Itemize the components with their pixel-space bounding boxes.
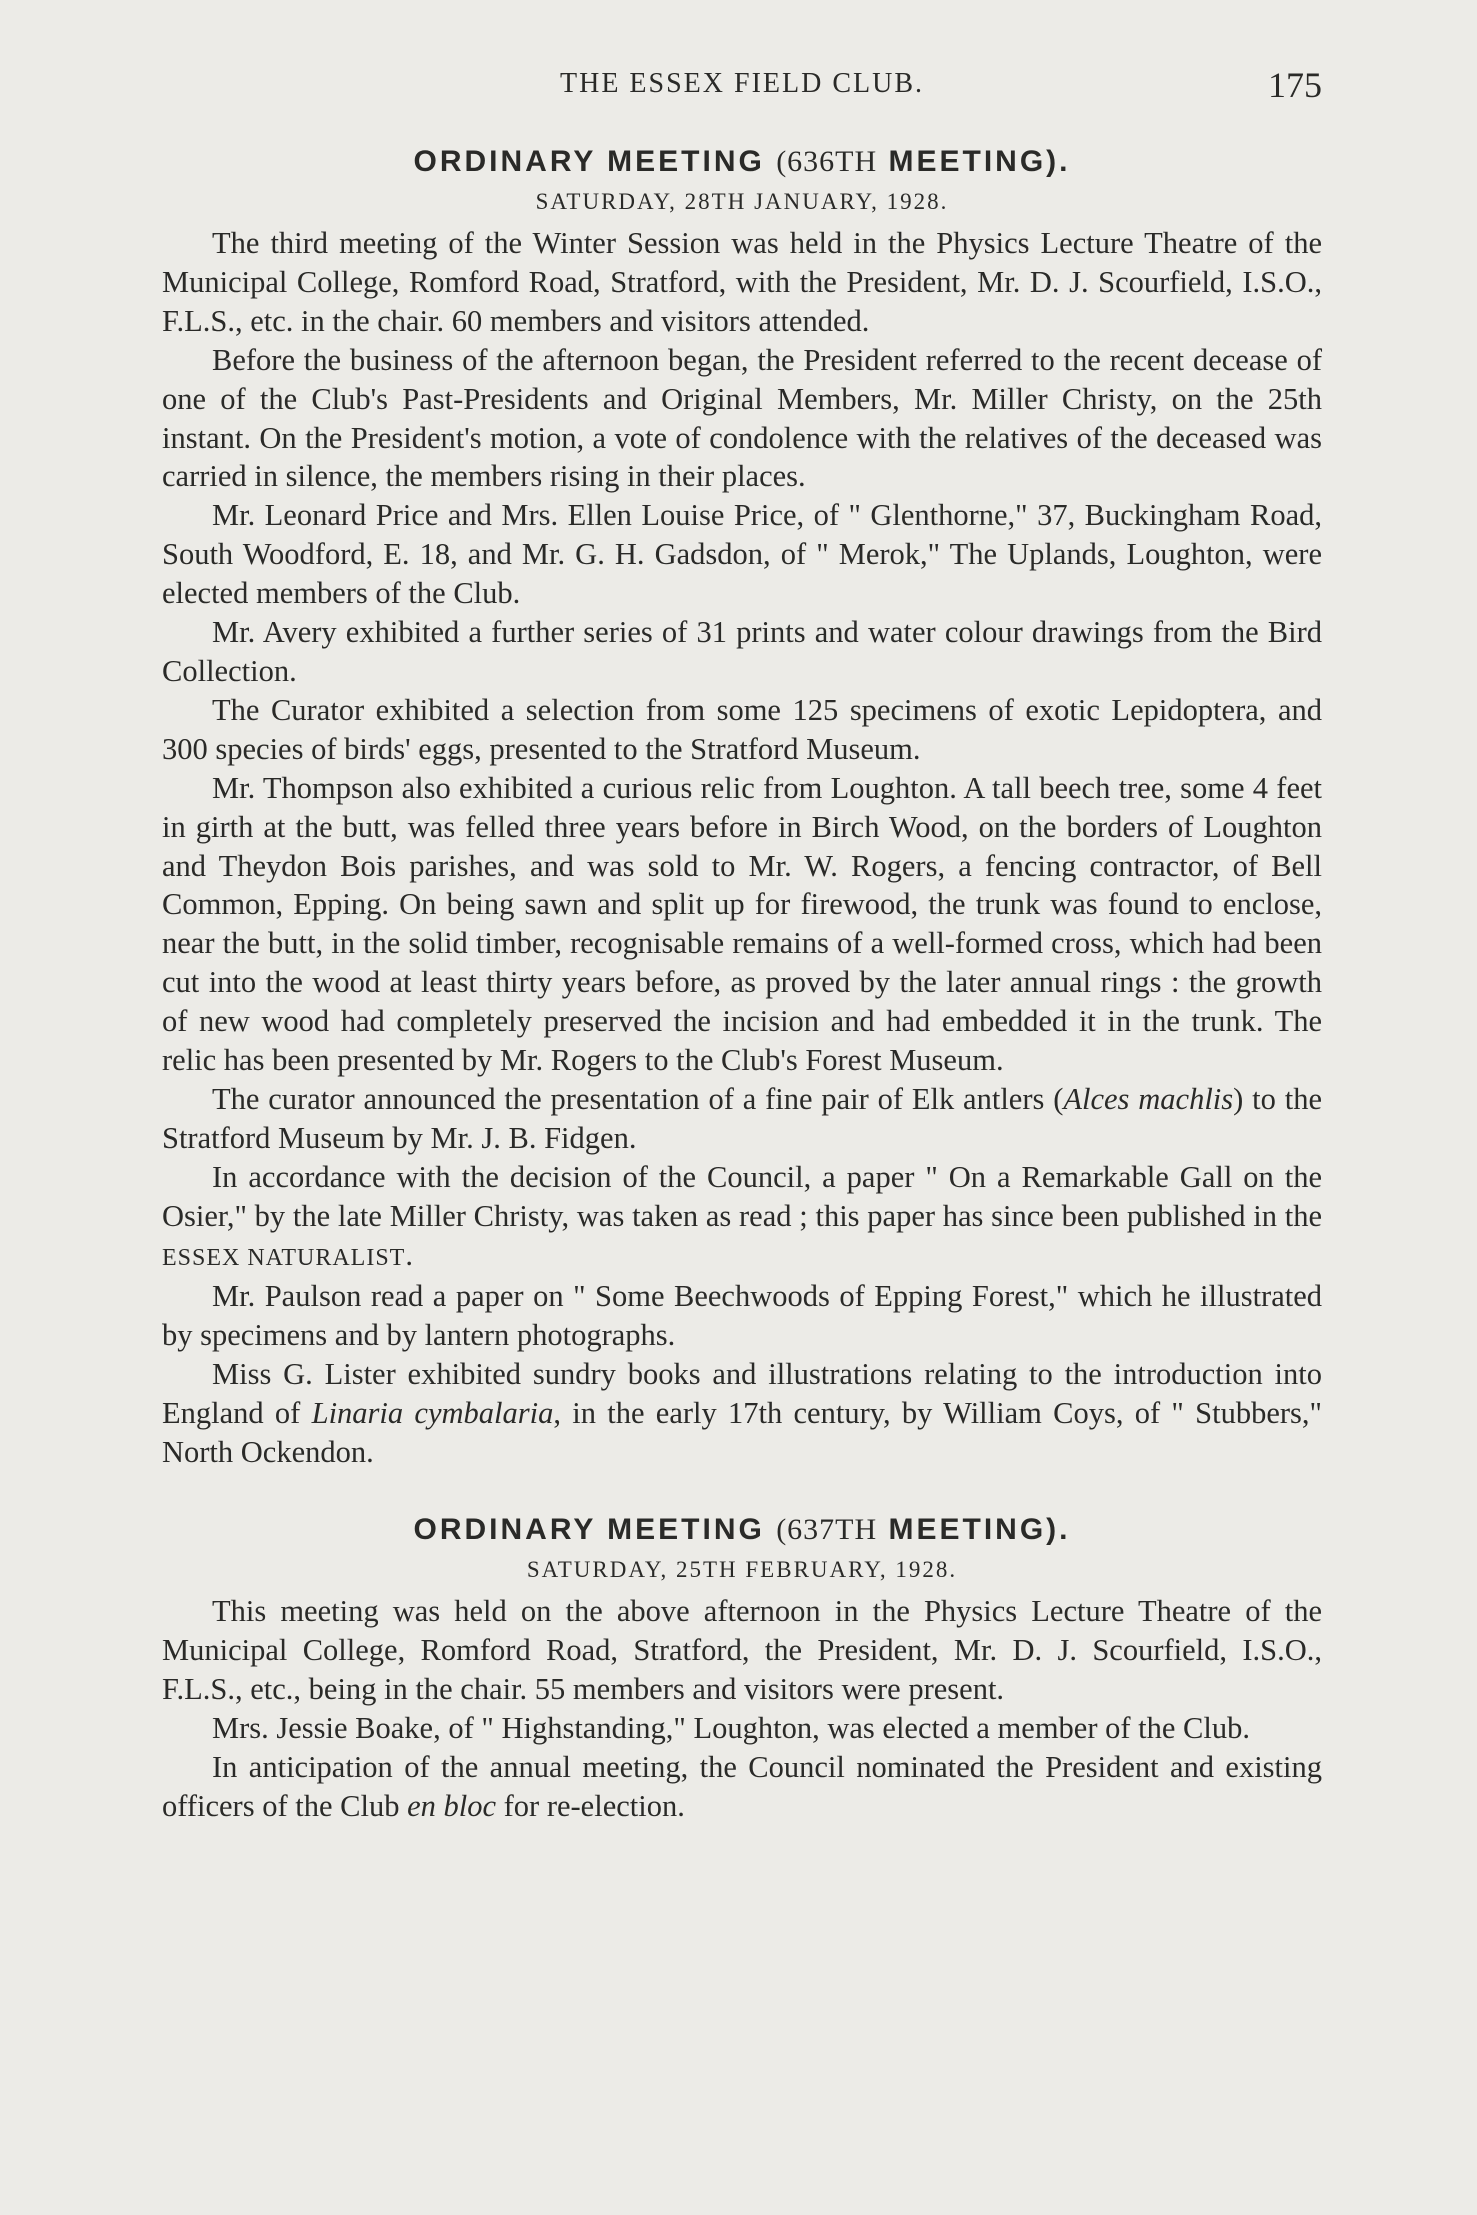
text-run: The curator announced the presentation of a fine pair of Elk antlers ( — [212, 1081, 1064, 1116]
heading-number: (636TH — [776, 145, 878, 178]
paragraph: The Curator exhibited a selection from some 125 specimens of exotic Lepidoptera, and 300 species of birds' eggs, presented to the Stratford Museum. — [162, 692, 1322, 766]
paragraph: Mr. Avery exhibited a further series of 31 prints and water colour drawings from the Bird Collection. — [162, 615, 1322, 688]
paragraph: Mrs. Jessie Boake, of " Highstanding," Loughton, was elected a member of the Club. — [212, 1710, 1250, 1745]
paragraph: Before the business of the afternoon began, the President referred to the recent decease of one of the Club's Past-Presidents and Original Members, Mr. Miller Christy, on the 25th instant. On the President's motion, a vote of condolence with the relatives of the deceased was carried in silence, the members rising in their places. — [162, 342, 1322, 494]
meeting-date-637: SATURDAY, 25TH FEBRUARY, 1928. — [526, 1557, 958, 1582]
paragraph: Mr. Thompson also exhibited a curious relic from Loughton. A tall beech tree, some 4 feet in girth at the butt, was felled three years before in Birch Wood, on the borders of Loughton and Theydon Bois parishes, and was sold to Mr. W. Rogers, a fencing contractor, of Bell Common, Epping. On being sawn and split up for firewood, the trunk was found to enclose, near the butt, in the solid timber, recognisable remains of a well-formed cross, which had been cut into the wood at least thirty years before, as proved by the later annual rings : the growth of new wood had completely preserved the incision and had embedded it in the trunk. The relic has been presented by Mr. Rogers to the Club's Forest Museum. — [162, 770, 1322, 1078]
species-name: Alces machlis — [1063, 1081, 1234, 1116]
paragraph: The third meeting of the Winter Session was held in the Physics Lecture Theatre of the Municipal College, Romford Road, Stratford, with the President, Mr. D. J. Scourfield, I.S.O., F.L.S., etc. in the chair. 60 members and visitors attended. — [162, 226, 1322, 338]
paragraph — [162, 1158, 1322, 1278]
text-run: In accordance with the decision of the Council, a paper " On a Remarkable Gall on the Osier," by the late Miller Christy, was taken as read ; this paper has since been published in the — [162, 1159, 1322, 1233]
page-content — [162, 140, 1322, 1825]
meeting-heading-637 — [162, 1508, 1322, 1552]
paragraph — [162, 1355, 1322, 1472]
page-number: 175 — [1268, 65, 1322, 105]
text-run: . — [405, 1237, 413, 1272]
text-run: In anticipation of the annual meeting, the Council nominated the President and existing officers of the Club — [162, 1749, 1322, 1823]
section-gap — [162, 1472, 1322, 1508]
heading-label: ORDINARY MEETING — [413, 145, 765, 178]
heading-suffix: MEETING). — [888, 1513, 1071, 1546]
heading-suffix: MEETING). — [888, 145, 1071, 178]
journal-title: ESSEX NATURALIST — [162, 1244, 406, 1271]
latin-phrase: en bloc — [407, 1788, 497, 1823]
paragraph — [162, 1080, 1322, 1158]
paragraph: This meeting was held on the above afternoon in the Physics Lecture Theatre of the Municipal College, Romford Road, Stratford, the President, Mr. D. J. Scourfield, I.S.O., F.L.S., etc., being in the chair. 55 members and visitors were present. — [162, 1594, 1322, 1706]
text-run: for re-election. — [496, 1788, 685, 1823]
species-name: Linaria cymbalaria — [311, 1396, 554, 1431]
paragraph: Mr. Leonard Price and Mrs. Ellen Louise Price, of " Glenthorne," 37, Buckingham Road, South Woodford, E. 18, and Mr. G. H. Gadsdon, of " Merok," The Uplands, Loughton, were elected members of the Club. — [162, 498, 1322, 611]
running-head — [162, 64, 1322, 104]
paragraph — [162, 1748, 1322, 1826]
text-run: Miss G. Lister exhibited sundry books and illustrations relating to the introduction into England of — [162, 1357, 1322, 1431]
meeting-date-636: SATURDAY, 28TH JANUARY, 1928. — [535, 189, 949, 214]
running-title: THE ESSEX FIELD CLUB. — [560, 68, 924, 99]
text-run: , in the early 17th century, by William Coys, of " Stubbers," North Ockendon. — [162, 1396, 1322, 1470]
heading-label: ORDINARY MEETING — [413, 1513, 765, 1546]
heading-number: (637TH — [776, 1513, 878, 1546]
meeting-heading-636 — [162, 140, 1322, 184]
paragraph: Mr. Paulson read a paper on " Some Beechwoods of Epping Forest," which he illustrated by specimens and by lantern photographs. — [162, 1279, 1322, 1353]
text-run: ) to the Stratford Museum by Mr. J. B. Fidgen. — [162, 1081, 1322, 1155]
